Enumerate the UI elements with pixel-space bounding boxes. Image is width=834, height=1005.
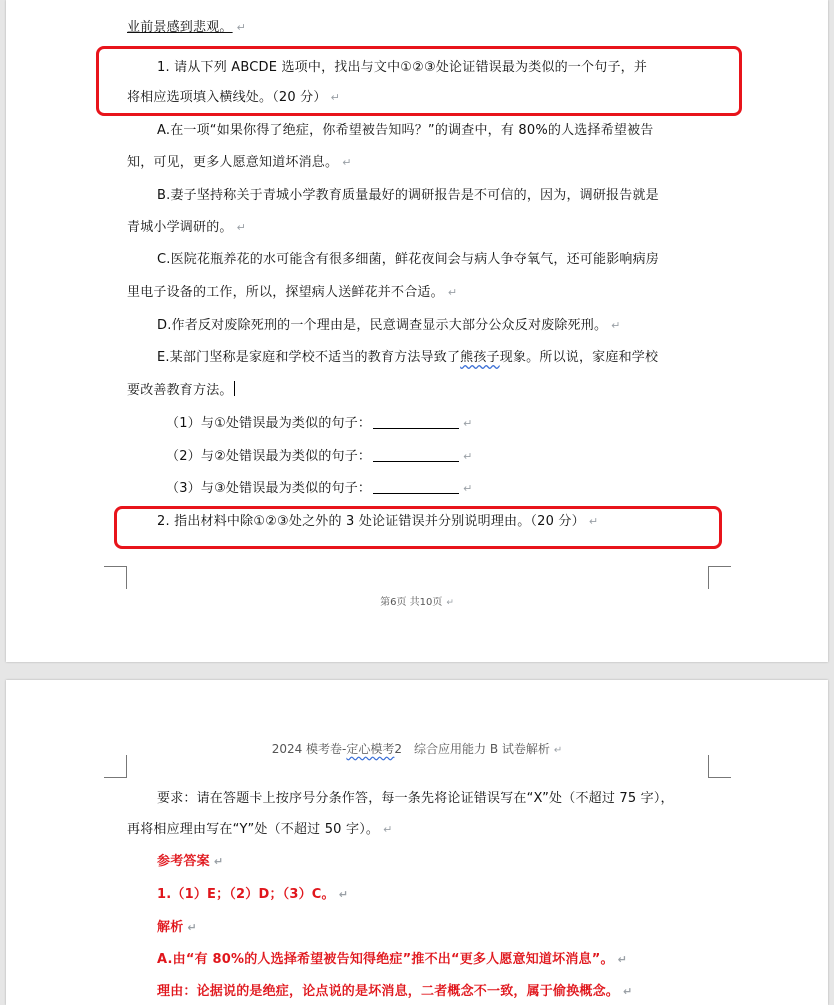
question-2-line: 2. 指出材料中除①②③处之外的 3 处论证错误并分别说明理由。（20 分） ↵ <box>157 514 599 529</box>
document-page-7 <box>6 680 828 1005</box>
paragraph-line: 业前景感到悲观。 ↵ <box>127 20 247 35</box>
margin-corner-mark <box>104 566 127 589</box>
option-d-line: D.作者反对废除死刑的一个理由是，民意调查显示大部分公众反对废除死刑。 ↵ <box>157 318 621 333</box>
analysis-a-line: A.由“有 80%的人选择希望被告知得绝症”推不出“更多人愿意知道坏消息”。 ↵ <box>157 952 628 967</box>
page-header: 2024 模考卷-定心模考2 综合应用能力 B 试卷解析 ↵ <box>271 742 563 756</box>
text-cursor <box>234 381 235 396</box>
document-page-6 <box>6 0 828 662</box>
blank-line-1: （1）与①处错误最为类似的句子： ↵ <box>166 416 473 431</box>
requirement-line-1: 要求：请在答题卡上按序号分条作答，每一条先将论证错误写在“X”处（不超过 75 字）， <box>157 791 674 806</box>
spellcheck-underline: 熊孩子 <box>460 350 500 365</box>
question-1-line-1: 1. 请从下列 ABCDE 选项中，找出与文中①②③处论证错误最为类似的一个句子，并 <box>157 60 648 75</box>
margin-corner-mark <box>708 566 731 589</box>
reason-line: 理由：论据说的是绝症，论点说的是坏消息，二者概念不一致，属于偷换概念。 ↵ <box>157 984 633 999</box>
answer-blank-3[interactable] <box>373 479 459 494</box>
question-1-line-2: 将相应选项填入横线处。（20 分） ↵ <box>127 90 340 105</box>
margin-corner-mark <box>708 755 731 778</box>
option-c-line-2: 里电子设备的工作，所以，探望病人送鲜花并不合适。 ↵ <box>127 285 458 300</box>
option-a-line-2: 知，可见，更多人愿意知道坏消息。 ↵ <box>127 155 352 170</box>
answer-blank-2[interactable] <box>373 447 459 462</box>
blank-line-3: （3）与③处错误最为类似的句子： ↵ <box>166 481 473 496</box>
option-e-line-2: 要改善教育方法。 <box>127 383 233 398</box>
option-a-line-1: A.在一项“如果你得了绝症，你希望被告知吗？”的调查中，有 80%的人选择希望被告 <box>157 123 654 138</box>
option-c-line-1: C.医院花瓶养花的水可能含有很多细菌，鲜花夜间会与病人争夺氧气，还可能影响病房 <box>157 252 660 267</box>
answer-line: 1.（1）E；（2）D；（3）C。 ↵ <box>157 887 349 902</box>
answer-blank-1[interactable] <box>373 414 459 429</box>
requirement-line-2: 再将相应理由写在“Y”处（不超过 50 字）。 ↵ <box>127 822 393 837</box>
page-footer: 第6页 共10页 ↵ <box>380 597 454 608</box>
blank-line-2: （2）与②处错误最为类似的句子： ↵ <box>166 449 473 464</box>
option-b-line-2: 青城小学调研的。 ↵ <box>127 220 247 235</box>
answer-title: 参考答案 ↵ <box>157 854 224 869</box>
spellcheck-underline: 定心模考 <box>346 742 395 756</box>
analysis-title: 解析 ↵ <box>157 920 197 935</box>
option-e-line-1: E.某部门坚称是家庭和学校不适当的教育方法导致了熊孩子现象。所以说，家庭和学校 <box>157 350 659 365</box>
option-b-line-1: B.妻子坚持称关于青城小学教育质量最好的调研报告是不可信的，因为，调研报告就是 <box>157 188 659 203</box>
margin-corner-mark <box>104 755 127 778</box>
